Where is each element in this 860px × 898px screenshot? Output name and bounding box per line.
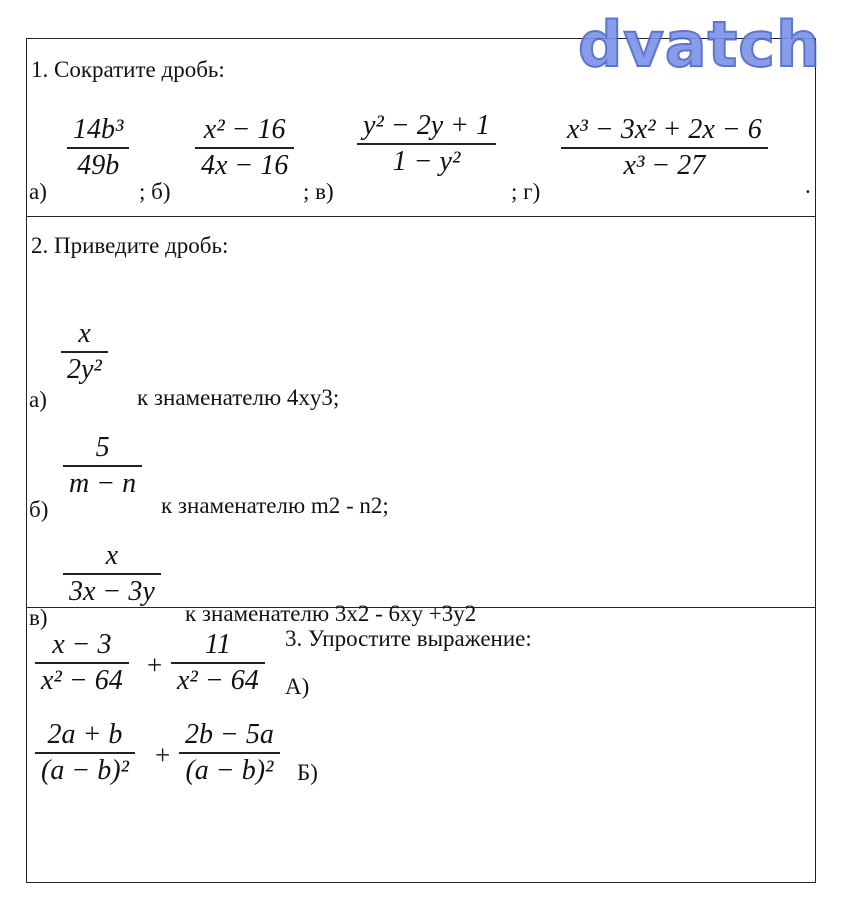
fraction-3a2-denominator: x² − 64 — [177, 664, 259, 696]
task-3-cell — [27, 608, 815, 882]
fraction-2a — [61, 317, 108, 387]
task-3-title: 3. Упростите выражение: — [285, 626, 532, 651]
fraction-1c — [357, 109, 496, 179]
fraction-1b-denominator: 4x − 16 — [201, 149, 289, 181]
fraction-1b — [195, 113, 294, 183]
task-2-label-c: в) — [29, 605, 48, 630]
fraction-2a-denominator: 2y² — [67, 353, 102, 385]
task-1-label-a: а) — [29, 179, 47, 204]
fraction-3b1-denominator: (a − b)² — [41, 754, 129, 786]
fraction-3b2 — [179, 718, 280, 788]
task-2-text-b: к знаменателю m2 - n2; — [161, 493, 389, 518]
fraction-2c-denominator: 3x − 3y — [69, 575, 155, 607]
fraction-1a — [67, 113, 129, 183]
fraction-3b1 — [35, 718, 135, 788]
fraction-2b-denominator: m − n — [69, 467, 137, 499]
fraction-1a-denominator: 49b — [77, 149, 120, 181]
task-1-end-period: . — [805, 173, 811, 198]
fraction-3a1-denominator: x² − 64 — [41, 664, 123, 696]
fraction-2b — [63, 431, 142, 501]
plus-sign-a: + — [147, 650, 163, 680]
fraction-3a2-numerator: 11 — [204, 629, 231, 660]
fraction-3a1-numerator: x − 3 — [52, 629, 112, 660]
task-3-label-b: Б) — [297, 760, 318, 785]
task-1-title: 1. Сократите дробь: — [31, 57, 225, 82]
worksheet-table — [26, 38, 816, 883]
task-2-text-a: к знаменателю 4xy3; — [137, 385, 340, 410]
fraction-2b-numerator: 5 — [95, 432, 110, 463]
fraction-1b-numerator: x² − 16 — [203, 114, 286, 145]
task-3-label-a: А) — [285, 674, 310, 699]
fraction-3a2 — [171, 628, 265, 698]
fraction-1d-numerator: x³ − 3x² + 2x − 6 — [567, 114, 762, 145]
fraction-3a1 — [35, 628, 129, 698]
fraction-1d-denominator: x³ − 27 — [623, 149, 706, 181]
watermark-logo: dvatch — [578, 8, 822, 81]
task-1-label-c: ; в) — [303, 179, 334, 204]
fraction-3b2-denominator: (a − b)² — [185, 754, 274, 786]
fraction-3b2-numerator: 2b − 5a — [185, 719, 274, 750]
task-2-label-a: а) — [29, 387, 47, 412]
task-2-label-b: б) — [29, 497, 49, 522]
task-2-text-c: к знаменателю 3x2 - 6xy +3y2 — [185, 601, 477, 626]
task-2-title: 2. Приведите дробь: — [31, 233, 229, 258]
task-1-label-b: ; б) — [139, 179, 171, 204]
fraction-1c-denominator: 1 − y² — [392, 145, 461, 177]
task-1-label-d: ; г) — [511, 179, 541, 204]
fraction-2c — [63, 539, 161, 609]
fraction-1a-numerator: 14b³ — [73, 114, 124, 145]
plus-sign-b: + — [155, 740, 171, 770]
task-2-cell — [27, 217, 815, 630]
fraction-1c-numerator: y² − 2y + 1 — [363, 110, 491, 141]
fraction-3b1-numerator: 2a + b — [47, 719, 123, 750]
fraction-1d — [561, 113, 768, 183]
fraction-2a-numerator: x — [78, 318, 91, 349]
fraction-2c-numerator: x — [105, 540, 119, 571]
